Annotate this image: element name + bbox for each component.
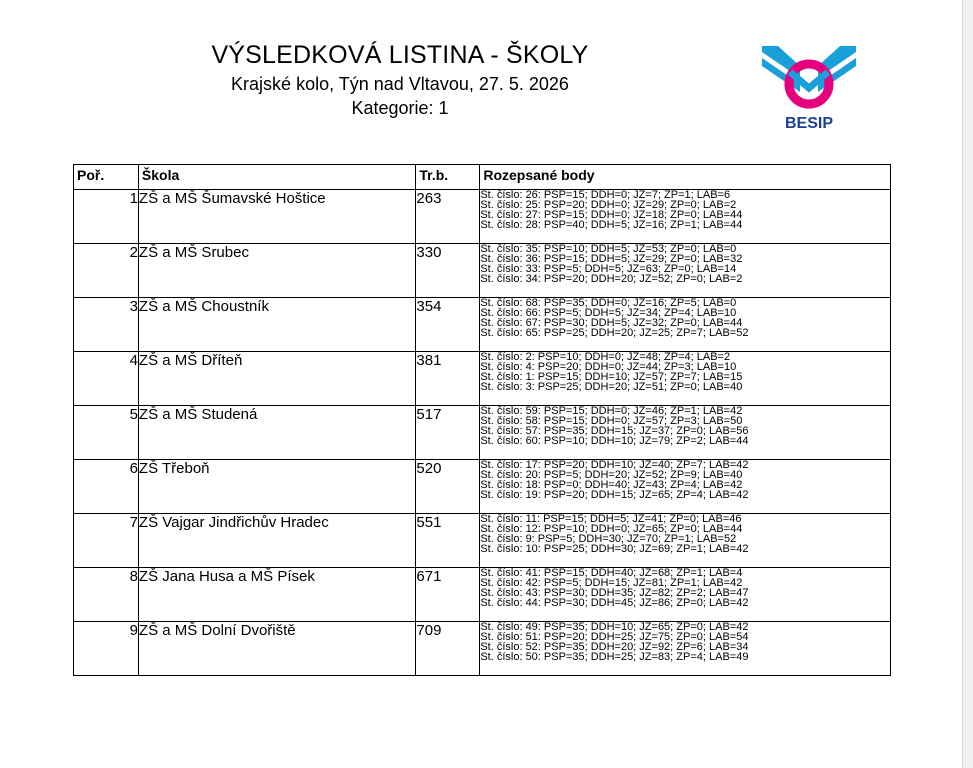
detail-line: St. číslo: 44: PSP=30; DDH=45; JZ=86; ZP=0; LAB=42 [480,597,749,609]
detail-line: St. číslo: 52: PSP=35; DDH=20; JZ=92; ZP=6; LAB=34 [480,641,749,653]
rank-cell: 8 [74,568,139,622]
header-detail: Rozepsané body [480,165,891,190]
rank-cell: 3 [74,298,139,352]
table-row [74,298,891,352]
page-edge [962,0,973,768]
detail-cell [480,244,891,298]
school-cell: ZŠ Třeboň [138,460,415,514]
detail-line: St. číslo: 1: PSP=15; DDH=10; JZ=57; ZP=7; LAB=15 [480,371,743,383]
school-cell: ZŠ a MŠ Srubec [138,244,415,298]
header-rank: Poř. [74,165,139,190]
detail-line: St. číslo: 60: PSP=10; DDH=10; JZ=79; ZP=2; LAB=44 [480,435,749,447]
total-points-cell: 330 [416,244,480,298]
detail-cell [480,622,891,676]
table-row [74,514,891,568]
detail-line: St. číslo: 28: PSP=40; DDH=5; JZ=16; ZP=1; LAB=44 [480,219,743,231]
total-points-cell: 354 [416,298,480,352]
detail-line: St. číslo: 59: PSP=15; DDH=0; JZ=46; ZP=1; LAB=42 [480,405,743,417]
detail-line: St. číslo: 17: PSP=20; DDH=10; JZ=40; ZP=7; LAB=42 [480,459,749,471]
table-row [74,352,891,406]
category-label: Kategorie: 1 [351,98,449,118]
table-row [74,622,891,676]
document-header [150,40,650,120]
school-cell: ZŠ Jana Husa a MŠ Písek [138,568,415,622]
school-cell: ZŠ Vajgar Jindřichův Hradec [138,514,415,568]
detail-line: St. číslo: 10: PSP=25; DDH=30; JZ=69; ZP=1; LAB=42 [480,543,749,555]
school-cell: ZŠ a MŠ Studená [138,406,415,460]
total-points-cell: 709 [416,622,480,676]
total-points-cell: 551 [416,514,480,568]
school-cell: ZŠ a MŠ Dříteň [138,352,415,406]
detail-line: St. číslo: 50: PSP=35; DDH=25; JZ=83; ZP=4; LAB=49 [480,651,749,663]
detail-line: St. číslo: 57: PSP=35; DDH=15; JZ=37; ZP=0; LAB=56 [480,425,749,437]
detail-line: St. číslo: 26: PSP=15; DDH=0; JZ=7; ZP=1; LAB=6 [480,189,731,201]
detail-line: St. číslo: 68: PSP=35; DDH=0; JZ=16; ZP=5; LAB=0 [480,297,737,309]
detail-line: St. číslo: 65: PSP=25; DDH=20; JZ=25; ZP=7; LAB=52 [480,327,749,339]
detail-line: St. číslo: 34: PSP=20; DDH=20; JZ=52; ZP=0; LAB=2 [480,273,743,285]
detail-cell [480,460,891,514]
detail-line: St. číslo: 19: PSP=20; DDH=15; JZ=65; ZP=4; LAB=42 [480,489,749,501]
detail-line: St. číslo: 33: PSP=5; DDH=5; JZ=63; ZP=0; LAB=14 [480,263,737,275]
school-cell: ZŠ a MŠ Dolní Dvořiště [138,622,415,676]
table-row [74,568,891,622]
detail-line: St. číslo: 18: PSP=0; DDH=40; JZ=43; ZP=4; LAB=42 [480,479,743,491]
table-row [74,244,891,298]
page-subtitle: Krajské kolo, Týn nad Vltavou, 27. 5. 2026 [231,74,569,94]
detail-line: St. číslo: 58: PSP=15; DDH=0; JZ=57; ZP=3; LAB=50 [480,415,743,427]
detail-line: St. číslo: 51: PSP=20; DDH=25; JZ=75; ZP=0; LAB=54 [480,631,749,643]
detail-line: St. číslo: 67: PSP=30; DDH=5; JZ=32; ZP=0; LAB=44 [480,317,743,329]
school-cell: ZŠ a MŠ Šumavské Hoštice [138,190,415,244]
detail-line: St. číslo: 25: PSP=20; DDH=0; JZ=29; ZP=0; LAB=2 [480,199,737,211]
detail-line: St. číslo: 49: PSP=35; DDH=10; JZ=65; ZP=0; LAB=42 [480,621,749,633]
results-table [73,164,891,676]
header-school: Škola [138,165,415,190]
detail-line: St. číslo: 2: PSP=10; DDH=0; JZ=48; ZP=4; LAB=2 [480,351,731,363]
detail-line: St. číslo: 12: PSP=10; DDH=0; JZ=65; ZP=0; LAB=44 [480,523,743,535]
detail-line: St. číslo: 41: PSP=15; DDH=40; JZ=68; ZP=1; LAB=4 [480,567,743,579]
detail-line: St. číslo: 35: PSP=10; DDH=5; JZ=53; ZP=0; LAB=0 [480,243,737,255]
detail-line: St. číslo: 9: PSP=5; DDH=30; JZ=70; ZP=1; LAB=52 [480,533,737,545]
table-row [74,406,891,460]
detail-line: St. číslo: 4: PSP=20; DDH=0; JZ=44; ZP=3; LAB=10 [480,361,737,373]
rank-cell: 6 [74,460,139,514]
page-title: VÝSLEDKOVÁ LISTINA - ŠKOLY [211,41,589,69]
rank-cell: 1 [74,190,139,244]
header-total: Tr.b. [416,165,480,190]
total-points-cell: 263 [416,190,480,244]
total-points-cell: 520 [416,460,480,514]
detail-line: St. číslo: 36: PSP=15; DDH=5; JZ=29; ZP=0; LAB=32 [480,253,743,265]
rank-cell: 9 [74,622,139,676]
detail-line: St. číslo: 11: PSP=15; DDH=5; JZ=41; ZP=0; LAB=46 [480,513,742,525]
detail-cell [480,406,891,460]
rank-cell: 4 [74,352,139,406]
besip-logo [760,42,858,132]
detail-cell [480,298,891,352]
table-row [74,190,891,244]
total-points-cell: 671 [416,568,480,622]
rank-cell: 2 [74,244,139,298]
rank-cell: 7 [74,514,139,568]
detail-line: St. číslo: 43: PSP=30; DDH=35; JZ=82; ZP=2; LAB=47 [480,587,749,599]
total-points-cell: 381 [416,352,480,406]
table-header-row [74,165,891,190]
detail-cell [480,568,891,622]
detail-line: St. číslo: 42: PSP=5; DDH=15; JZ=81; ZP=1; LAB=42 [480,577,743,589]
detail-line: St. číslo: 27: PSP=15; DDH=0; JZ=18; ZP=0; LAB=44 [480,209,743,221]
total-points-cell: 517 [416,406,480,460]
detail-line: St. číslo: 3: PSP=25; DDH=20; JZ=51; ZP=0; LAB=40 [480,381,743,393]
table-row [74,460,891,514]
besip-logo-text: BESIP [784,115,834,132]
detail-cell [480,352,891,406]
rank-cell: 5 [74,406,139,460]
detail-line: St. číslo: 20: PSP=5; DDH=20; JZ=52; ZP=9; LAB=40 [480,469,743,481]
school-cell: ZŠ a MŠ Choustník [138,298,415,352]
detail-cell [480,514,891,568]
detail-cell [480,190,891,244]
detail-line: St. číslo: 66: PSP=5; DDH=5; JZ=34; ZP=4; LAB=10 [480,307,737,319]
